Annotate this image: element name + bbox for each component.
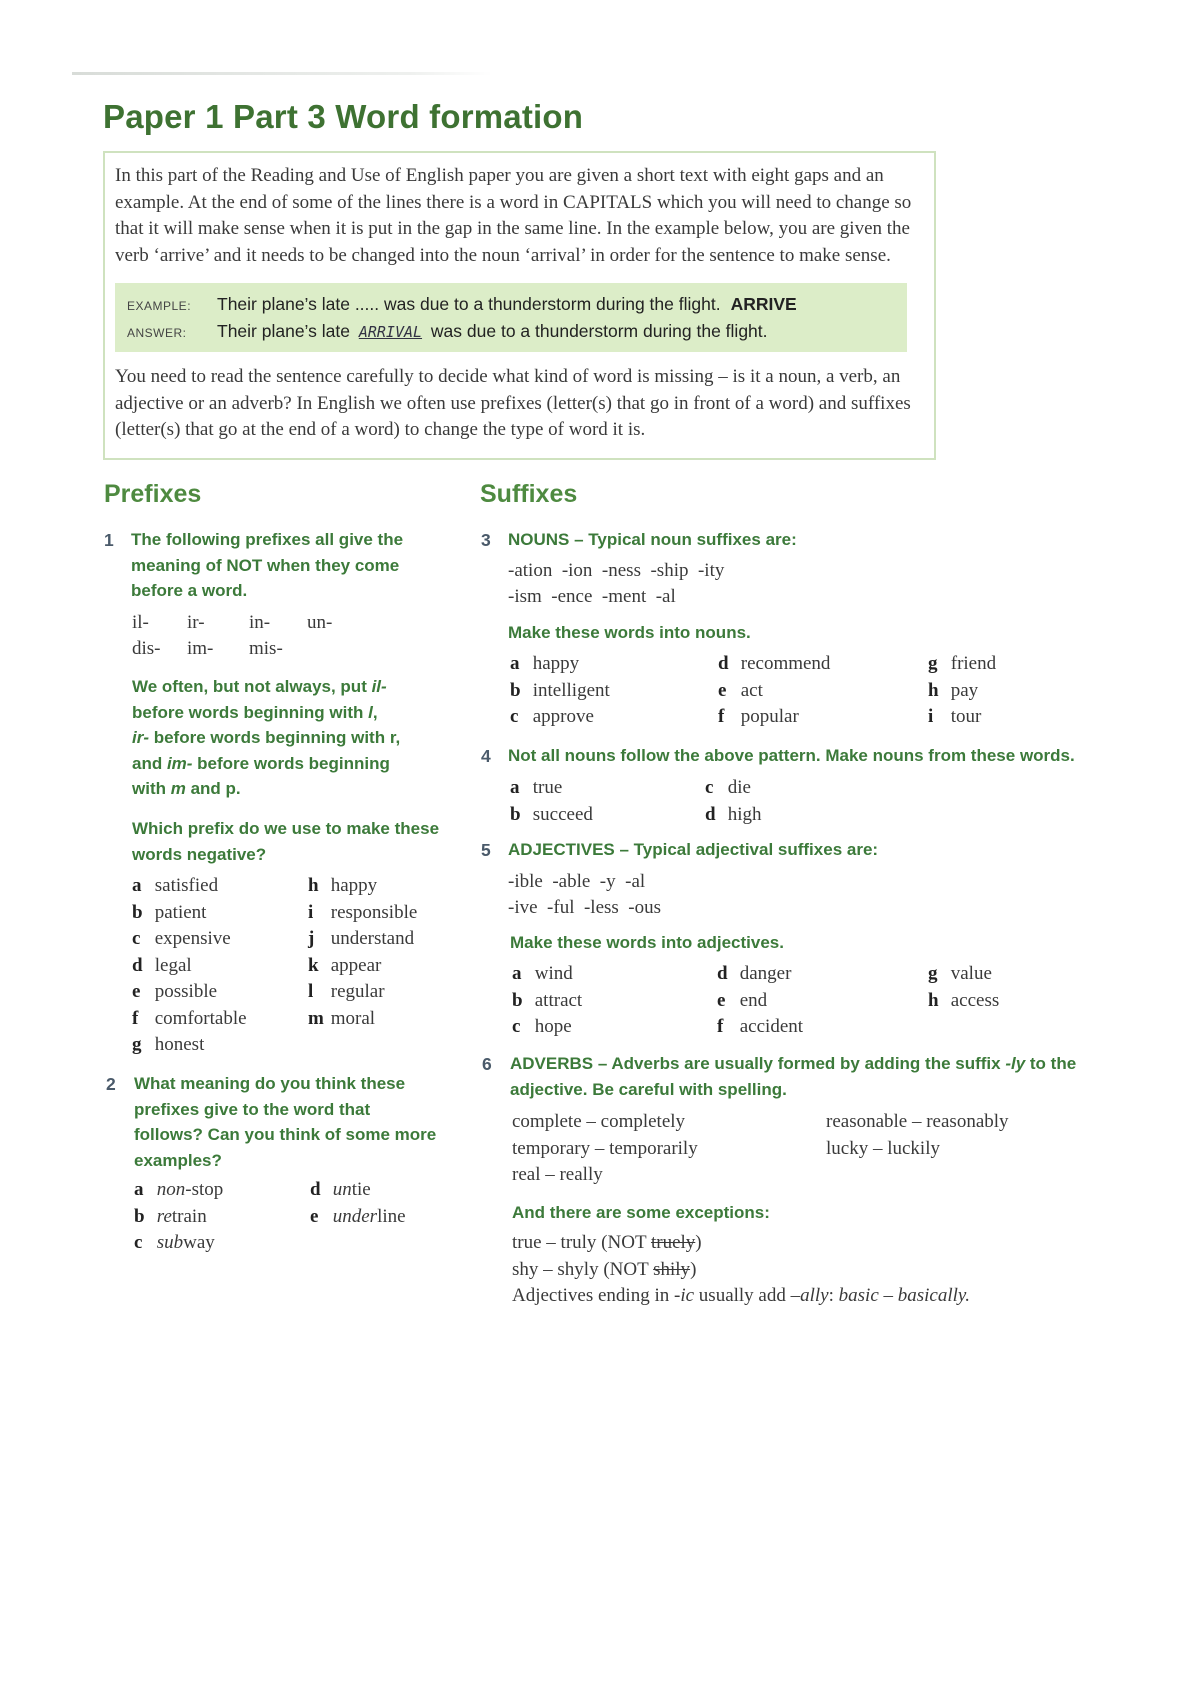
noun-word-item (510, 802, 593, 829)
item-letter: e (310, 1205, 319, 1227)
prefix-examples-left (134, 1177, 223, 1257)
negative-word-item (308, 926, 417, 953)
item-word: happy (326, 875, 378, 896)
adjective-suffixes-line-2: -ive -ful -less -ous (508, 897, 662, 918)
negative-word-item (132, 900, 247, 927)
top-divider (72, 72, 492, 75)
item-letter: d (310, 1179, 321, 1200)
adjective-word-item (717, 961, 803, 988)
item-letter: f (718, 706, 725, 727)
question-1-line: The following prefixes all give the (131, 530, 404, 549)
intro-paragraph-2: You need to read the sentence carefully to decide what kind of word is missing – is it a noun, a verb, an adjective or an adverb? In English we often use prefixes (letter(s) that go in front of a word) and suffixes (letter(s) that go at the end of a word) to change the type of word it is. (115, 366, 911, 440)
item-word: accident (735, 1016, 804, 1037)
prefix-example (134, 1204, 223, 1231)
item-letter: l (308, 981, 314, 1002)
question-number-2: 2 (106, 1074, 116, 1094)
negative-word-item (132, 953, 247, 980)
prefix-item: mis- (249, 638, 283, 659)
example-prefix: un (328, 1179, 352, 1200)
item-word: value (946, 963, 992, 984)
item-letter: h (928, 989, 939, 1011)
item-letter: f (132, 1007, 139, 1029)
prefix-words-right (308, 873, 417, 1032)
item-letter: m (308, 1007, 324, 1029)
item-letter: b (512, 989, 523, 1011)
item-letter: i (928, 706, 934, 727)
item-word: understand (326, 928, 415, 949)
adjective-word-item (512, 1014, 582, 1041)
intro-box (103, 151, 936, 460)
item-letter: h (308, 875, 319, 896)
noun-word-item (510, 704, 610, 731)
prefixes-heading: Prefixes (104, 480, 202, 508)
item-word: act (736, 679, 763, 701)
example-row (127, 291, 897, 318)
noun-word-item (928, 704, 996, 731)
example-prefix: sub (152, 1232, 184, 1253)
prefix-list-row-2 (132, 636, 283, 662)
question-2-text: What meaning do you think these prefixes give to the word that follows? Can you think of some more examples? (134, 1074, 437, 1170)
item-word: recommend (736, 653, 831, 674)
question-3-title: NOUNS – Typical noun suffixes are: (508, 530, 797, 549)
noun-suffixes-line-2: -ism -ence -ment -al (508, 586, 676, 607)
item-word: pay (946, 679, 979, 701)
item-letter: d (718, 653, 729, 674)
item-word: legal (150, 954, 192, 976)
prefix-item: dis- (132, 638, 161, 659)
adjectives-instruction: Make these words into adjectives. (510, 933, 784, 952)
answer-row (127, 318, 897, 345)
item-word: regular (326, 981, 385, 1002)
adjective-words-col-2 (717, 961, 803, 1041)
item-word: danger (735, 963, 792, 984)
item-letter: a (132, 875, 142, 896)
exceptions-title: And there are some exceptions: (512, 1203, 770, 1222)
answer-before: Their plane’s late (217, 321, 350, 341)
item-letter: h (928, 679, 939, 701)
item-letter: g (928, 963, 938, 984)
adjective-word-item (928, 961, 999, 988)
exception-line: true – truly (NOT truely) (512, 1232, 702, 1253)
adjective-words-col-1 (512, 961, 582, 1041)
item-letter: e (132, 981, 141, 1002)
prefix-example (134, 1177, 223, 1204)
item-word: friend (946, 653, 997, 674)
prefix-example (310, 1204, 406, 1231)
adverb-example: lucky – luckily (826, 1137, 940, 1159)
adjective-words-col-3 (928, 961, 999, 1014)
item-word: intelligent (528, 679, 610, 701)
example-root: line (377, 1205, 406, 1227)
item-letter: b (132, 901, 143, 923)
item-word: access (946, 989, 1000, 1011)
prefix-list-row-1 (132, 610, 332, 636)
item-word: responsible (326, 901, 418, 923)
item-letter: a (134, 1179, 144, 1200)
negative-word-item (308, 900, 417, 927)
item-letter: c (705, 777, 714, 798)
item-word: satisfied (150, 875, 219, 896)
question-1-line: meaning of NOT when they come (131, 555, 400, 575)
prefix-item: il- (132, 612, 149, 633)
item-letter: b (134, 1205, 145, 1227)
rule-line: and im- before words beginning (132, 753, 390, 773)
noun-suffixes-line-1: -ation -ion -ness -ship -ity (508, 560, 725, 581)
question-1-text (131, 527, 403, 604)
prefix-item: un- (307, 612, 333, 633)
negative-word-item (132, 1032, 247, 1059)
item-word: succeed (528, 803, 593, 825)
question-number-6: 6 (482, 1054, 492, 1074)
prefix-example (134, 1230, 223, 1257)
prefix-example (310, 1177, 406, 1204)
adverb-example: temporary – temporarily (512, 1137, 698, 1159)
noun-word-item (705, 775, 762, 802)
item-word: patient (150, 901, 207, 923)
example-prefix: under (328, 1205, 378, 1227)
prefix-item: im- (187, 638, 214, 659)
item-letter: c (510, 706, 519, 727)
answer-fill: ARRIVAL (358, 323, 423, 341)
negative-word-item (132, 979, 247, 1006)
question-number-5: 5 (481, 840, 491, 860)
item-word: tour (946, 706, 982, 727)
question-6-title: ADVERBS – Adverbs are usually formed by adding the suffix -ly to the adjective. Be careful with spelling. (510, 1054, 1077, 1099)
item-letter: b (510, 803, 521, 825)
item-word: expensive (150, 928, 231, 949)
item-word: die (723, 777, 751, 798)
item-letter: i (308, 901, 314, 923)
example-keyword: ARRIVE (730, 294, 797, 314)
item-letter: g (132, 1034, 142, 1055)
item-word: attract (530, 989, 583, 1011)
item-letter: e (718, 679, 727, 701)
negative-word-item (308, 1006, 417, 1033)
question-4-title: Not all nouns follow the above pattern. Make nouns from these words. (508, 746, 1075, 765)
example-text: Their plane’s late ..... was due to a thunderstorm during the flight. (217, 294, 721, 314)
noun-word-item (510, 678, 610, 705)
noun-word-item (510, 775, 593, 802)
which-prefix-question: Which prefix do we use to make these words negative? (132, 819, 440, 864)
negative-word-item (308, 953, 417, 980)
item-letter: k (308, 954, 319, 976)
prefix-item: ir- (187, 612, 205, 633)
exception-line: Adjectives ending in -ic usually add –ally: basic – basically. (512, 1285, 971, 1306)
item-letter: e (717, 989, 726, 1011)
item-letter: a (510, 653, 520, 674)
example-root: -stop (185, 1179, 224, 1200)
item-letter: j (308, 928, 315, 949)
item-letter: d (717, 963, 728, 984)
adverb-examples-right (826, 1109, 1009, 1162)
item-word: hope (530, 1016, 572, 1037)
nouns-instruction: Make these words into nouns. (508, 623, 751, 642)
question-number-1: 1 (104, 530, 114, 550)
example-label: EXAMPLE: (127, 299, 192, 313)
question-5-title: ADJECTIVES – Typical adjectival suffixes are: (508, 840, 879, 859)
prefix-words-left (132, 873, 247, 1059)
item-word: comfortable (150, 1007, 247, 1029)
item-word: happy (528, 653, 580, 674)
exceptions-list (512, 1230, 970, 1310)
item-word: popular (736, 706, 799, 727)
item-letter: a (510, 777, 520, 798)
item-word: high (723, 803, 762, 825)
q4-words-col-1 (510, 775, 593, 828)
item-letter: d (705, 803, 716, 825)
adverb-example: reasonable – reasonably (826, 1111, 1009, 1132)
noun-word-item (510, 651, 610, 678)
item-word: appear (326, 954, 382, 976)
noun-word-item (718, 704, 830, 731)
adverb-example: complete – completely (512, 1111, 686, 1132)
q4-words-col-2 (705, 775, 762, 828)
prefix-item: in- (249, 612, 271, 633)
item-letter: d (132, 954, 143, 976)
example-root: tie (351, 1179, 371, 1200)
adjective-word-item (717, 1014, 803, 1041)
noun-word-item (928, 678, 996, 705)
question-number-3: 3 (481, 530, 491, 550)
item-word: approve (528, 706, 594, 727)
adjective-suffixes-line-1: -ible -able -y -al (508, 871, 646, 892)
negative-word-item (132, 873, 247, 900)
example-band (115, 283, 907, 352)
rule-line: with m and p. (132, 779, 241, 798)
suffixes-heading: Suffixes (480, 480, 578, 508)
item-word: true (528, 777, 563, 798)
noun-words-col-3 (928, 651, 996, 731)
exception-line: shy – shyly (NOT shily) (512, 1258, 697, 1280)
adjective-word-item (928, 988, 999, 1015)
adverb-examples-left (512, 1109, 698, 1189)
prefix-examples-right (310, 1177, 406, 1230)
adjective-word-item (512, 961, 582, 988)
noun-word-item (718, 651, 830, 678)
negative-word-item (308, 873, 417, 900)
prefix-rule-text (132, 674, 400, 802)
answer-after: was due to a thunderstorm during the flight. (430, 321, 768, 341)
question-1-line: before a word. (131, 581, 248, 600)
item-letter: c (512, 1016, 521, 1037)
negative-word-item (132, 1006, 247, 1033)
page-title: Paper 1 Part 3 Word formation (103, 98, 584, 135)
noun-word-item (718, 678, 830, 705)
intro-paragraph: In this part of the Reading and Use of English paper you are given a short text with eight gaps and an example. At the end of some of the lines there is a word in CAPITALS which you will need to change so that it will make sense when it is put in the gap in the same line. In the example below, you are given the verb ‘arrive’ and it needs to be changed into the noun ‘arrival’ in order for the sentence to make sense. (115, 165, 912, 266)
example-prefix: non (152, 1179, 186, 1200)
item-letter: g (928, 653, 938, 674)
negative-word-item (308, 979, 417, 1006)
item-letter: c (132, 928, 141, 949)
item-word: possible (150, 981, 218, 1002)
item-letter: f (717, 1016, 724, 1037)
adjective-word-item (717, 988, 803, 1015)
rule-line: ir- before words beginning with r, (132, 728, 401, 747)
item-letter: a (512, 963, 522, 984)
noun-word-item (928, 651, 996, 678)
item-word: end (735, 989, 768, 1011)
example-root: train (171, 1205, 207, 1227)
question-number-4: 4 (481, 746, 491, 766)
item-word: moral (326, 1007, 376, 1029)
example-prefix: re (152, 1205, 172, 1227)
item-word: wind (530, 963, 573, 984)
noun-words-col-2 (718, 651, 830, 731)
noun-word-item (705, 802, 762, 829)
item-letter: c (134, 1232, 143, 1253)
example-root: way (183, 1232, 215, 1253)
item-letter: b (510, 679, 521, 701)
rule-line: We often, but not always, put il- (132, 677, 387, 696)
noun-words-col-1 (510, 651, 610, 731)
adjective-word-item (512, 988, 582, 1015)
negative-word-item (132, 926, 247, 953)
item-word: honest (150, 1034, 205, 1055)
answer-label: ANSWER: (127, 326, 187, 340)
adverb-example: real – really (512, 1164, 603, 1185)
rule-line: before words beginning with l, (132, 702, 378, 722)
